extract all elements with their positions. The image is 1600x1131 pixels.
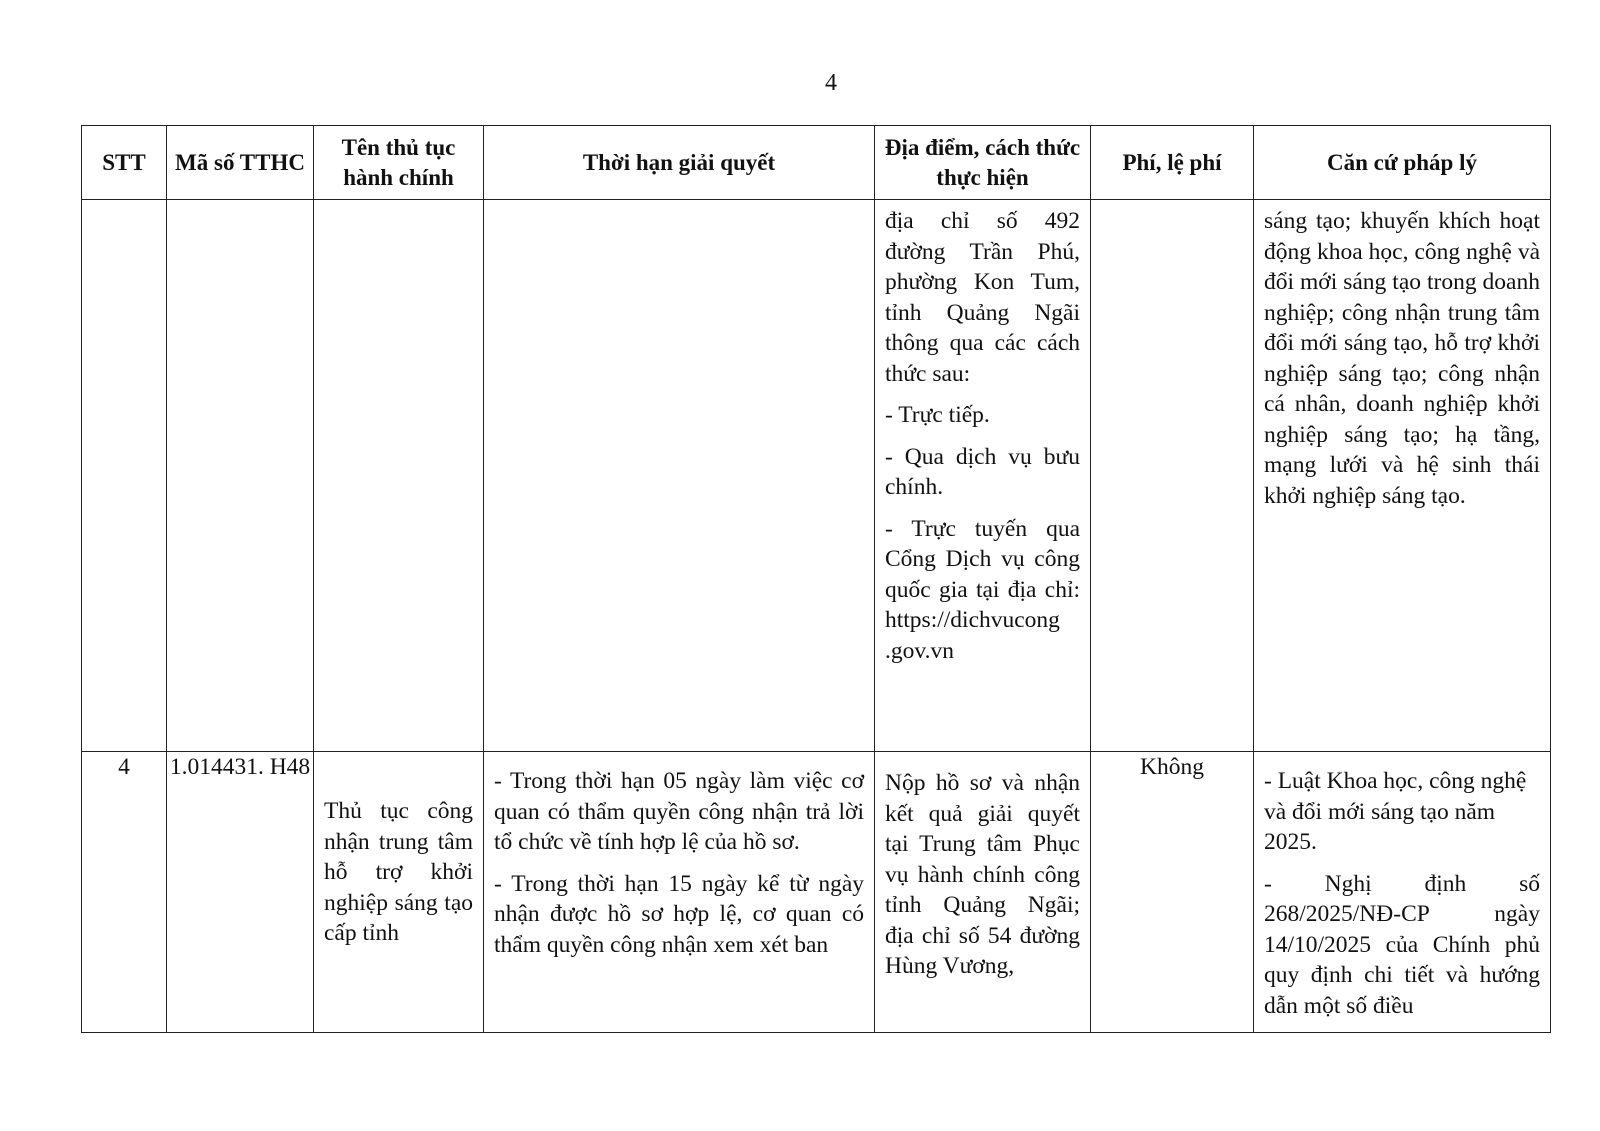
- page-number: 4: [825, 70, 837, 96]
- legal-basis-paragraph: sáng tạo; khuyến khích hoạt động khoa học, công nghệ và đổi mới sáng tạo trong doanh nghiệp; công nhận trung tâm đổi mới sáng tạo, hỗ trợ khởi nghiệp sáng tạo; công nhận cá nhân, doanh nghiệp khởi nghiệp sáng tạo; hạ tầng, mạng lưới và hệ sinh thái khởi nghiệp sáng tạo.: [1264, 208, 1540, 509]
- header-code: Mã số TTHC: [167, 126, 314, 200]
- header-name: Tên thủ tục hành chính: [314, 126, 484, 200]
- procedure-name: Thủ tục công nhận trung tâm hỗ trợ khởi nghiệp sáng tạo cấp tỉnh: [324, 798, 473, 946]
- cell-code: 1.014431. H48: [167, 752, 314, 1033]
- deadline-paragraph: - Trong thời hạn 05 ngày làm việc cơ quan có thẩm quyền công nhận trả lời tổ chức về tính hợp lệ của hồ sơ.: [494, 768, 864, 855]
- cell-stt: 4: [82, 752, 167, 1033]
- location-paragraph: - Trực tiếp.: [885, 402, 990, 428]
- cell-location: [875, 752, 1091, 1033]
- cell-name: [314, 752, 484, 1033]
- location-paragraph: Nộp hồ sơ và nhận kết quả giải quyết tại Trung tâm Phục vụ hành chính công tỉnh Quảng Ngãi; địa chỉ số 54 đường Hùng Vương,: [885, 770, 1080, 979]
- header-fee: Phí, lệ phí: [1091, 126, 1254, 200]
- table-row: [82, 752, 1551, 1033]
- location-paragraph: - Qua dịch vụ bưu chính.: [885, 443, 1080, 500]
- header-location: Địa điểm, cách thức thực hiện: [875, 126, 1091, 200]
- cell-legal-basis: [1254, 200, 1551, 752]
- cell-fee: Không: [1091, 752, 1254, 1033]
- legal-basis-paragraph: - Luật Khoa học, công nghệ và đổi mới sáng tạo năm 2025.: [1264, 768, 1527, 855]
- deadline-paragraph: - Trong thời hạn 15 ngày kể từ ngày nhận được hồ sơ hợp lệ, cơ quan có thẩm quyền công nhận xem xét ban: [494, 870, 864, 958]
- legal-basis-paragraph: - Nghị định số 268/2025/NĐ-CP ngày 14/10/2025 của Chính phủ quy định chi tiết và hướng dẫn một số điều: [1264, 870, 1540, 1019]
- cell-deadline: [484, 752, 875, 1033]
- location-paragraph: - Trực tuyến qua Cổng Dịch vụ công quốc gia tại địa chỉ: https://dichvucong .gov.vn: [885, 515, 1080, 664]
- location-paragraph: địa chỉ số 492 đường Trần Phú, phường Kon Tum, tỉnh Quảng Ngãi thông qua các cách thức sau:: [885, 208, 1080, 387]
- cell-code-empty: [167, 200, 314, 752]
- cell-name-empty: [314, 200, 484, 752]
- header-deadline: Thời hạn giải quyết: [484, 126, 875, 200]
- header-legal-basis: Căn cứ pháp lý: [1254, 126, 1551, 200]
- cell-deadline-empty: [484, 200, 875, 752]
- table-row-continued: [82, 200, 1551, 752]
- procedure-table: [81, 125, 1551, 1033]
- cell-legal-basis: [1254, 752, 1551, 1033]
- header-stt: STT: [82, 126, 167, 200]
- cell-fee-empty: [1091, 200, 1254, 752]
- cell-location: [875, 200, 1091, 752]
- table-header-row: [82, 126, 1551, 200]
- cell-stt-empty: [82, 200, 167, 752]
